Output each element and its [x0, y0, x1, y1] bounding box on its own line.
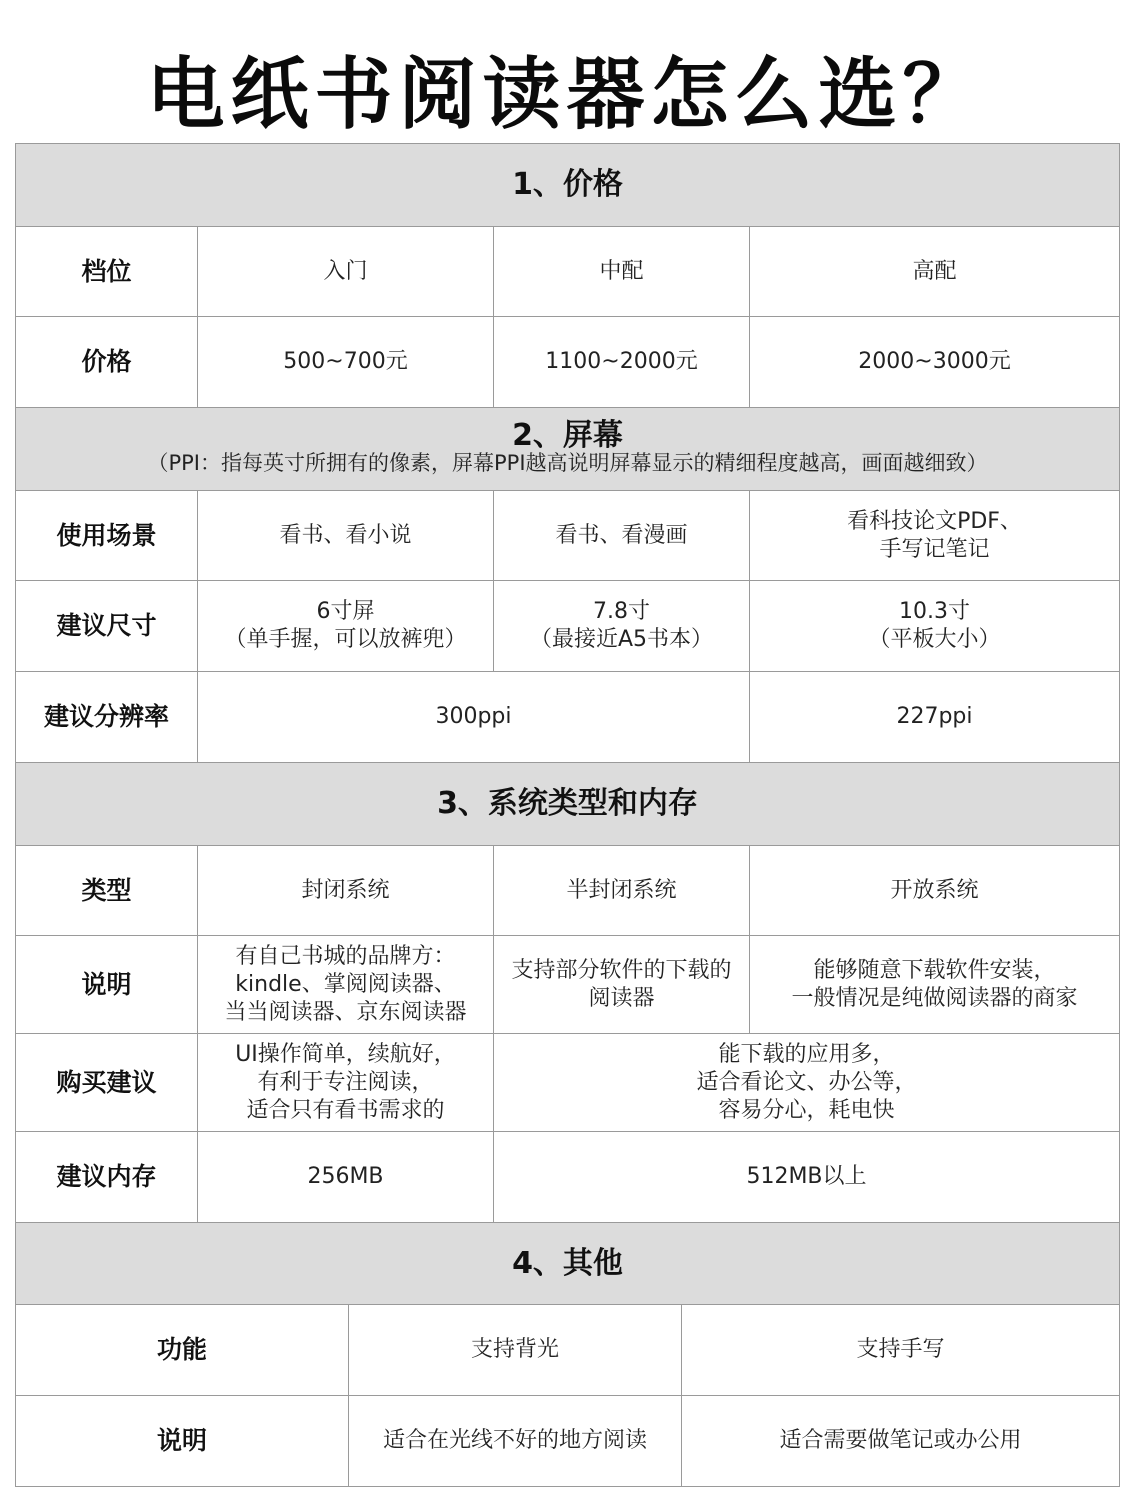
section-header-price [16, 144, 1120, 227]
table-cell: 开放系统 [750, 846, 1120, 936]
cell-line: （最接近A5书本） [529, 627, 714, 652]
table-cell: 256MB [198, 1132, 494, 1223]
section-header-other [16, 1223, 1120, 1305]
cell-line: 有自己书城的品牌方： [235, 943, 456, 969]
table-cell: 适合在光线不好的地方阅读 [349, 1396, 682, 1487]
table-cell: 1100~2000元 [494, 317, 750, 408]
table-cell: 300ppi [198, 672, 750, 763]
table-cell [198, 581, 494, 672]
table-cell [494, 936, 750, 1034]
table-cell [198, 936, 494, 1034]
row-label: 档位 [16, 227, 198, 317]
table-cell [494, 491, 750, 581]
table-cell: 半封闭系统 [494, 846, 750, 936]
comparison-table [15, 143, 1120, 1487]
table-row [16, 581, 1120, 672]
table-row [16, 1305, 1120, 1396]
section-heading: 4、其他 [16, 1223, 1120, 1305]
cell-line: 支持部分软件的下载的 [511, 957, 732, 983]
cell-line: 阅读器 [588, 985, 655, 1011]
cell-line: 容易分心，耗电快 [718, 1097, 895, 1123]
cell-line: 看科技论文PDF、 [847, 508, 1022, 534]
section-heading: 1、价格 [16, 144, 1120, 227]
row-label: 说明 [16, 936, 198, 1034]
page-title: 电纸书阅读器怎么选？ [146, 50, 987, 140]
table-row [16, 936, 1120, 1034]
section-header-screen [16, 408, 1120, 491]
table-cell: 封闭系统 [198, 846, 494, 936]
cell-line: 看书、看小说 [279, 522, 412, 548]
table-row [16, 846, 1120, 936]
table-cell [494, 581, 750, 672]
row-label: 类型 [16, 846, 198, 936]
row-label: 价格 [16, 317, 198, 408]
cell-line: kindle、掌阅阅读器、 [235, 971, 456, 997]
table-cell: 支持手写 [682, 1305, 1120, 1396]
table-cell: 512MB以上 [494, 1132, 1120, 1223]
table-cell: 适合需要做笔记或办公用 [682, 1396, 1120, 1487]
table-cell: 500~700元 [198, 317, 494, 408]
table-cell [198, 1034, 494, 1132]
cell-line: 适合看论文、办公等， [696, 1069, 917, 1095]
cell-line: 能下载的应用多， [718, 1041, 895, 1067]
table-row [16, 317, 1120, 408]
table-cell: 支持背光 [349, 1305, 682, 1396]
cell-line: 手写记笔记 [879, 536, 990, 562]
table-cell [494, 1034, 1120, 1132]
cell-line: 10.3寸 [899, 599, 970, 624]
cell-line: 能够随意下载软件安装， [813, 957, 1056, 983]
row-label: 建议尺寸 [16, 581, 198, 672]
row-label: 使用场景 [16, 491, 198, 581]
table-cell [750, 936, 1120, 1034]
table-cell: 2000~3000元 [750, 317, 1120, 408]
table-row [16, 227, 1120, 317]
table-cell: 入门 [198, 227, 494, 317]
section-header-system [16, 763, 1120, 846]
cell-line: （平板大小） [868, 627, 1001, 652]
section-heading: 2、屏幕 [512, 418, 623, 453]
cell-line: 看书、看漫画 [555, 522, 688, 548]
section-heading-block [16, 408, 1120, 491]
row-label: 建议内存 [16, 1132, 198, 1223]
table-row [16, 1396, 1120, 1487]
section-heading: 3、系统类型和内存 [16, 763, 1120, 846]
row-label: 功能 [16, 1305, 349, 1396]
table-cell: 中配 [494, 227, 750, 317]
cell-line: 6寸屏 [316, 599, 375, 624]
table-cell [750, 491, 1120, 581]
table-cell: 227ppi [750, 672, 1120, 763]
table-row [16, 1132, 1120, 1223]
cell-line: 一般情况是纯做阅读器的商家 [791, 985, 1078, 1011]
row-label: 购买建议 [16, 1034, 198, 1132]
cell-line: 7.8寸 [593, 599, 650, 624]
row-label: 建议分辨率 [16, 672, 198, 763]
cell-line: 有利于专注阅读， [257, 1069, 434, 1095]
row-label: 说明 [16, 1396, 349, 1487]
cell-line: （单手握，可以放裤兜） [224, 627, 467, 652]
cell-line: UI操作简单，续航好， [235, 1041, 456, 1067]
table-cell [198, 491, 494, 581]
table-row [16, 491, 1120, 581]
cell-line: 适合只有看书需求的 [246, 1097, 445, 1123]
cell-line: 当当阅读器、京东阅读器 [224, 999, 467, 1025]
table-row [16, 672, 1120, 763]
section-note: （PPI：指每英寸所拥有的像素，屏幕PPI越高说明屏幕显示的精细程度越高，画面越细致） [147, 451, 988, 475]
table-row [16, 1034, 1120, 1132]
table-cell [750, 581, 1120, 672]
table-cell: 高配 [750, 227, 1120, 317]
